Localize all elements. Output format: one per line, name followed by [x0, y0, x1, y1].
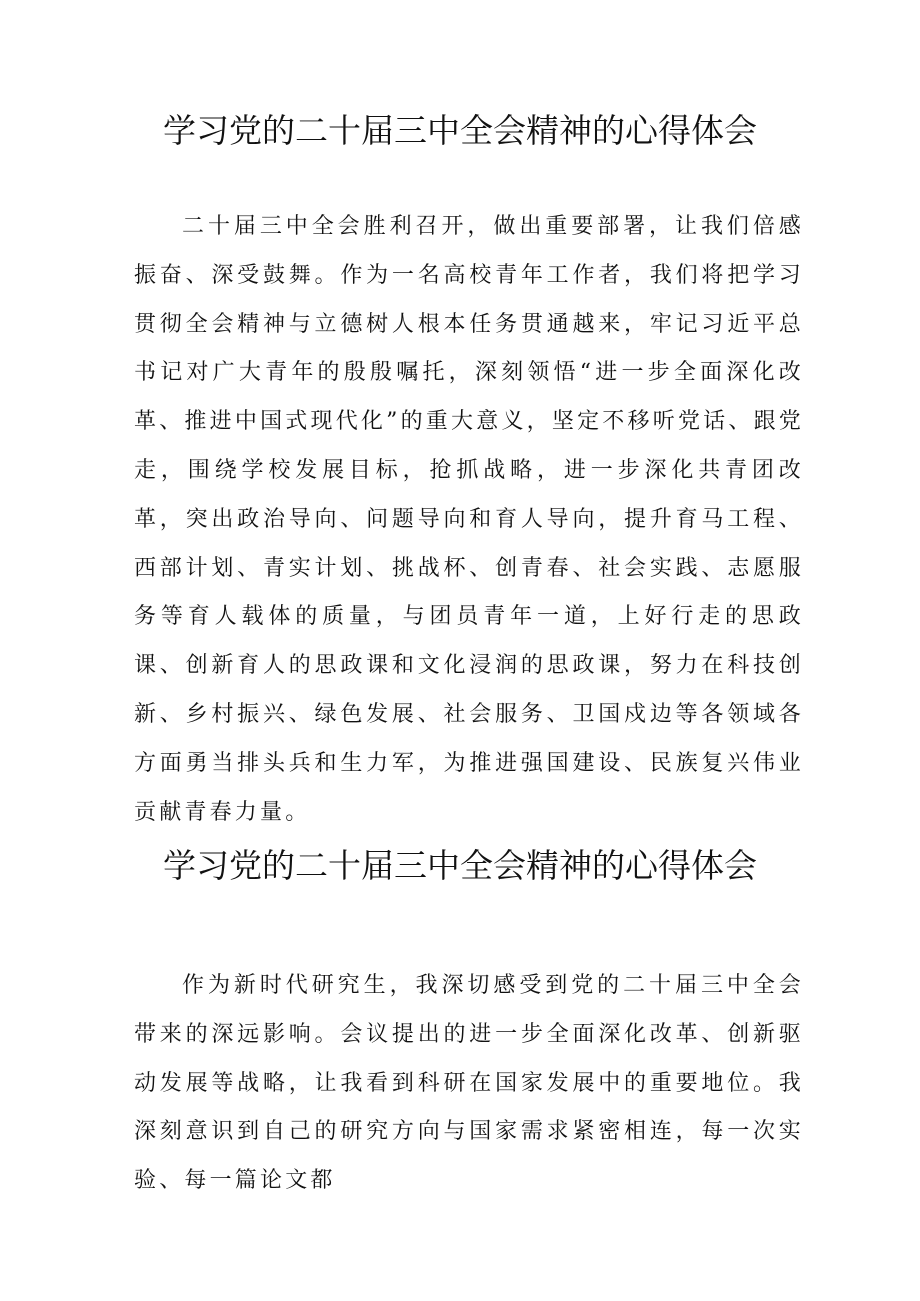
section-2-paragraph: 作为新时代研究生，我深切感受到党的二十届三中全会带来的深远影响。会议提出的进一步全面深化改革、创新驱动发展等战略，让我看到科研在国家发展中的重要地位。我深刻意识到自己的研究方向与国家需求紧密相连，每一次实验、每一篇论文都	[134, 973, 804, 1194]
section-1-paragraph: 二十届三中全会胜利召开，做出重要部署，让我们倍感振奋、深受鼓舞。作为一名高校青年工作者，我们将把学习贯彻全会精神与立德树人根本任务贯通越来，牢记习近平总书记对广大青年的殷殷嘱托，深刻领悟“进一步全面深化改革、推进中国式现代化”的重大意义，坚定不移听党话、跟党走，围绕学校发展目标，抢抓战略，进一步深化共青团改革，突出政治导向、问题导向和育人导向，提升育马工程、西部计划、青实计划、挑战杯、创青春、社会实践、志愿服务等育人载体的质量，与团员青年一道，上好行走的思政课、创新育人的思政课和文化浸润的思政课，努力在科技创新、乡村振兴、绿色发展、社会服务、卫国戍边等各领域各方面勇当排头兵和生力军，为推进强国建设、民族复兴伟业贡献青春力量。	[134, 214, 804, 825]
section-2-title: 学习党的二十届三中全会精神的心得体会	[163, 846, 757, 885]
section-1-title: 学习党的二十届三中全会精神的心得体会	[163, 111, 757, 150]
